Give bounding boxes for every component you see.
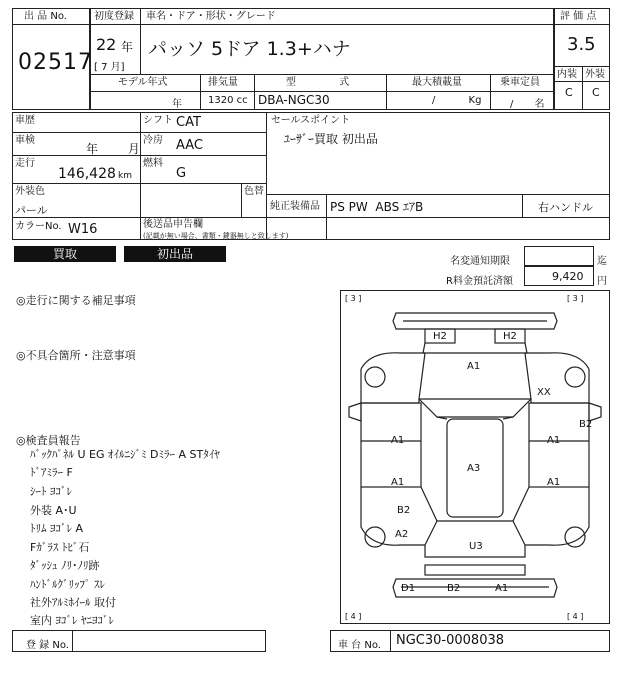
- documents-label: 後送品申告欄: [143, 219, 203, 230]
- report-line: 室内 ﾖｺﾞﾚ ﾔﾆﾖｺﾞﾚ: [30, 614, 114, 627]
- mileage-label: 走行: [15, 158, 35, 169]
- inspection-label: 車検: [15, 135, 35, 146]
- type-label: 型 式: [286, 77, 350, 88]
- report-line: Fｶﾞﾗｽ ﾄﾋﾞ石: [30, 541, 90, 554]
- chassis-number-label: 車 台 No.: [338, 640, 381, 651]
- report-line: ﾄﾞｱﾐﾗｰ F: [30, 466, 73, 479]
- mark-hood: A1: [467, 361, 481, 372]
- mark-right-rear-door: A1: [547, 477, 561, 488]
- mark-right-front-door: A1: [547, 435, 561, 446]
- max-load-label: 最大積載量: [412, 77, 462, 88]
- name-change-deadline-label: 名変通知期限: [450, 256, 510, 267]
- name-change-deadline-box: [524, 246, 594, 266]
- displacement-label: 排気量: [208, 77, 238, 88]
- sales-point: ﾕｰｻﾞｰ買取 初出品: [284, 132, 378, 146]
- history-label: 車歴: [15, 115, 35, 126]
- corner-top-right: [ 3 ]: [567, 294, 584, 303]
- recycle-unit: 円: [597, 276, 607, 287]
- recycle-fee-label: R料金預託済額: [446, 276, 513, 287]
- first-registration-label: 初度登録: [94, 11, 134, 22]
- mark-rear-a1: A1: [495, 583, 509, 594]
- air-conditioner: AAC: [176, 138, 203, 153]
- color-number: W16: [68, 222, 98, 237]
- damage-diagram: [340, 290, 610, 624]
- fuel: G: [176, 166, 187, 181]
- report-line: ﾄﾘﾑ ﾖｺﾞﾚ A: [30, 522, 84, 535]
- mileage-unit: km: [118, 171, 132, 181]
- recycle-fee: 9,420: [552, 270, 584, 283]
- max-load: / Kg: [432, 95, 482, 106]
- mark-b2-right: B2: [579, 419, 593, 430]
- color-no-label: カラーNo.: [15, 221, 62, 232]
- driving-remarks-title: ◎走行に関する補足事項: [16, 294, 136, 307]
- registration-month: [ 7 月]: [94, 62, 125, 73]
- mark-h2-left: H2: [433, 331, 447, 342]
- mark-xx: XX: [537, 387, 551, 398]
- mark-roof: A3: [467, 463, 481, 474]
- registration-year: 22: [96, 35, 117, 54]
- report-line: ﾀﾞｯｼｭ ﾉﾘ･ﾉﾘ跡: [30, 559, 100, 572]
- lot-number: 02517: [18, 50, 93, 75]
- interior-score: C: [565, 86, 573, 99]
- report-line: ﾊﾞｯｸﾊﾟﾈﾙ U EG ｵｲﾙﾆｼﾞﾐ Dﾐﾗｰ A STﾀｲﾔ: [30, 448, 220, 461]
- registration-number-label: 登 録 No.: [26, 640, 69, 651]
- mark-h2-right: H2: [503, 331, 517, 342]
- shift: CAT: [176, 115, 201, 130]
- model-year-label: モデル年式: [118, 77, 168, 88]
- shift-label: シフト: [143, 115, 173, 126]
- mark-rear-b2: B2: [447, 583, 461, 594]
- model-year-unit: 年: [172, 99, 182, 110]
- deadline-unit: 迄: [597, 256, 607, 267]
- mileage: 146,428: [58, 166, 116, 182]
- corner-top-left: [ 3 ]: [345, 294, 362, 303]
- mark-a2-left: A2: [395, 529, 409, 540]
- score: 3.5: [567, 34, 596, 55]
- car-name: パッソ 5ドア 1.3+ハナ: [148, 38, 351, 60]
- sales-point-label: セールスポイント: [271, 115, 351, 126]
- color-change-label: 色替: [244, 186, 264, 197]
- fuel-label: 燃料: [143, 158, 163, 169]
- lot-label: 出 品 No.: [24, 11, 67, 22]
- documents-note: (記載が無い場合、書類・鍵器無しと致します): [143, 232, 289, 240]
- badge-buyback: 買取: [14, 246, 116, 262]
- car-name-label: 車名・ドア・形状・グレード: [146, 11, 276, 22]
- car-outline: [341, 291, 609, 623]
- mark-b2-left: B2: [397, 505, 411, 516]
- options: PS PW ABS ｴｱB: [330, 200, 424, 214]
- ac-label: 冷房: [143, 135, 163, 146]
- mark-rear-gate: U3: [469, 541, 483, 552]
- chassis-number: NGC30-0008038: [396, 633, 505, 648]
- inspector-report-title: ◎検査員報告: [16, 434, 81, 447]
- report-line: ｼｰﾄ ﾖｺﾞﾚ: [30, 485, 72, 498]
- report-line: ﾊﾝﾄﾞﾙｸﾞﾘｯﾌﾟ ｽﾚ: [30, 578, 105, 591]
- score-label: 評 価 点: [560, 11, 597, 22]
- corner-bottom-right: [ 4 ]: [567, 612, 584, 621]
- exterior-color: パール: [15, 204, 48, 217]
- mark-left-rear-door: A1: [391, 477, 405, 488]
- badge-first-listing: 初出品: [124, 246, 226, 262]
- report-line: 外装 A･U: [30, 504, 77, 517]
- interior-label: 内装: [557, 69, 577, 80]
- exterior-color-label: 外装色: [15, 186, 45, 197]
- options-label: 純正装備品: [270, 201, 320, 212]
- seats-label: 乗車定員: [500, 77, 540, 88]
- displacement: 1320 cc: [208, 95, 248, 106]
- mark-rear-d1: D1: [401, 583, 416, 594]
- defect-remarks-title: ◎不具合箇所・注意事項: [16, 349, 136, 362]
- mark-left-front-door: A1: [391, 435, 405, 446]
- exterior-label: 外装: [585, 69, 605, 80]
- registration-year-unit: 年: [121, 40, 134, 54]
- corner-bottom-left: [ 4 ]: [345, 612, 362, 621]
- report-line: 社外ｱﾙﾐﾎｲｰﾙ 取付: [30, 596, 116, 609]
- inspection: 年 月: [86, 142, 140, 156]
- steering-side: 右ハンドル: [538, 201, 593, 214]
- seats: / 名: [510, 99, 545, 110]
- exterior-score: C: [592, 86, 600, 99]
- model-code: DBA-NGC30: [258, 93, 330, 107]
